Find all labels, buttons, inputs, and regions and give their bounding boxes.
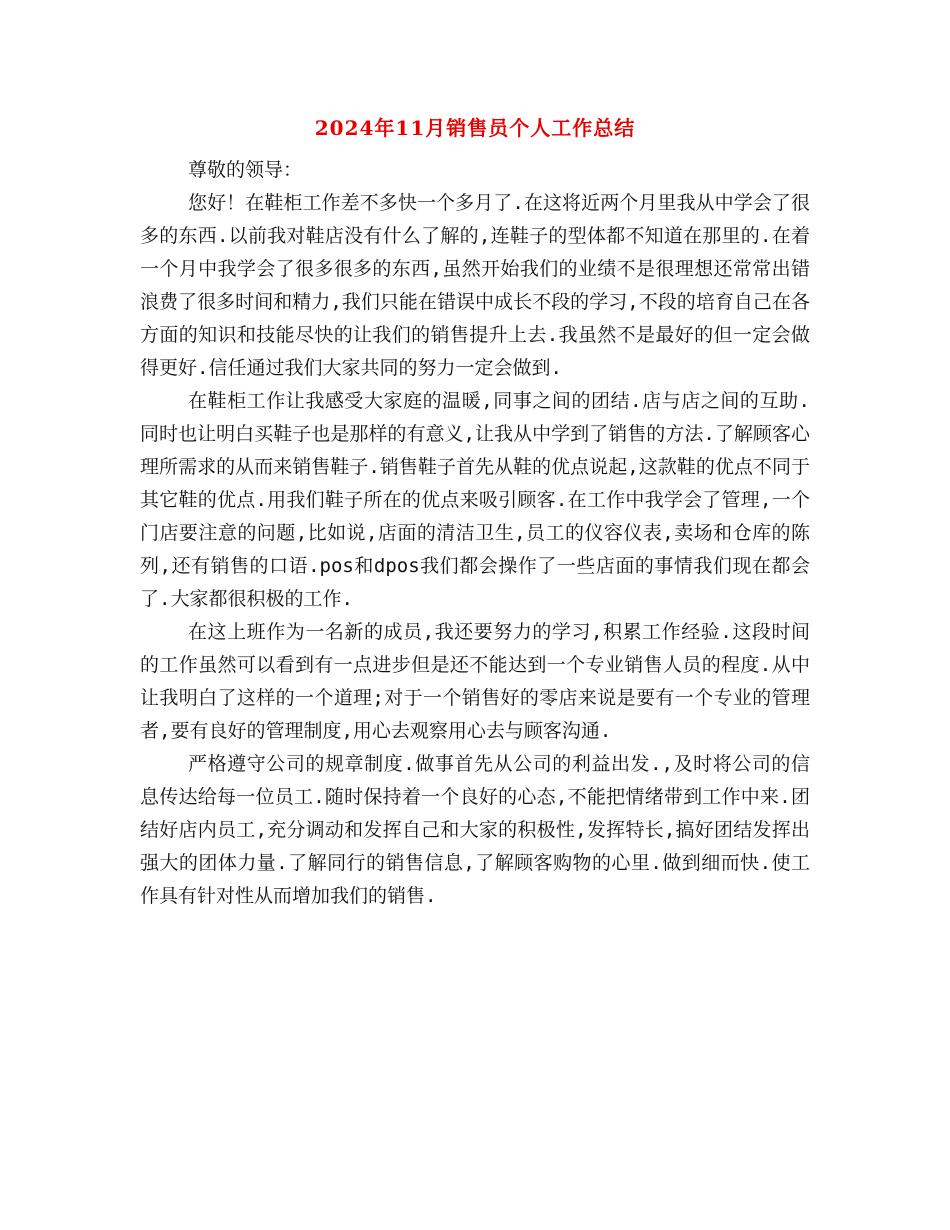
greeting-line: 尊敬的领导：	[188, 159, 303, 181]
paragraph-3: 在这上班作为一名新的成员,我还要努力的学习,积累工作经验.这段时间的工作虽然可以看到有一点进步但是还不能达到一个专业销售人员的程度.从中让我明白了这样的一个道理;对于一个销售好的零店来说是要有一个专业的管理者,要有良好的管理制度,用心去观察用心去与顾客沟通.	[140, 621, 810, 742]
paragraph-2: 在鞋柜工作让我感受大家庭的温暖,同事之间的团结.店与店之间的互助.同时也让明白买鞋子也是那样的有意义,让我从中学到了销售的方法.了解顾客心理所需求的从而来销售鞋子.销售鞋子首先从鞋的优点说起,这款鞋的优点不同于其它鞋的优点.用我们鞋子所在的优点来吸引顾客.在工作中我学会了管理,一个门店要注意的问题,比如说,店面的清洁卫生,员工的仪容仪表,卖场和仓库的陈列,还有销售的口语.pos和dpos我们都会操作了一些店面的事情我们现在都会了.大家都很积极的工作.	[140, 390, 810, 610]
paragraph-4: 严格遵守公司的规章制度.做事首先从公司的利益出发.,及时将公司的信息传达给每一位员工.随时保持着一个良好的心态,不能把情绪带到工作中来.团结好店内员工,充分调动和发挥自己和大家的积极性,发挥特长,搞好团结发挥出强大的团体力量.了解同行的销售信息,了解顾客购物的心里.做到细而快.使工作具有针对性从而增加我们的销售.	[140, 753, 810, 907]
paragraph-1: 您好！在鞋柜工作差不多快一个多月了.在这将近两个月里我从中学会了很多的东西.以前我对鞋店没有什么了解的,连鞋子的型体都不知道在那里的.在着一个月中我学会了很多很多的东西,虽然开始我们的业绩不是很理想还常常出错浪费了很多时间和精力,我们只能在错误中成长不段的学习,不段的培育自己在各方面的知识和技能尽快的让我们的销售提升上去.我虽然不是最好的但一定会做得更好.信任通过我们大家共同的努力一定会做到.	[140, 192, 810, 379]
document-title: 2024年11月销售员个人工作总结	[314, 116, 636, 140]
document-body	[140, 154, 810, 913]
